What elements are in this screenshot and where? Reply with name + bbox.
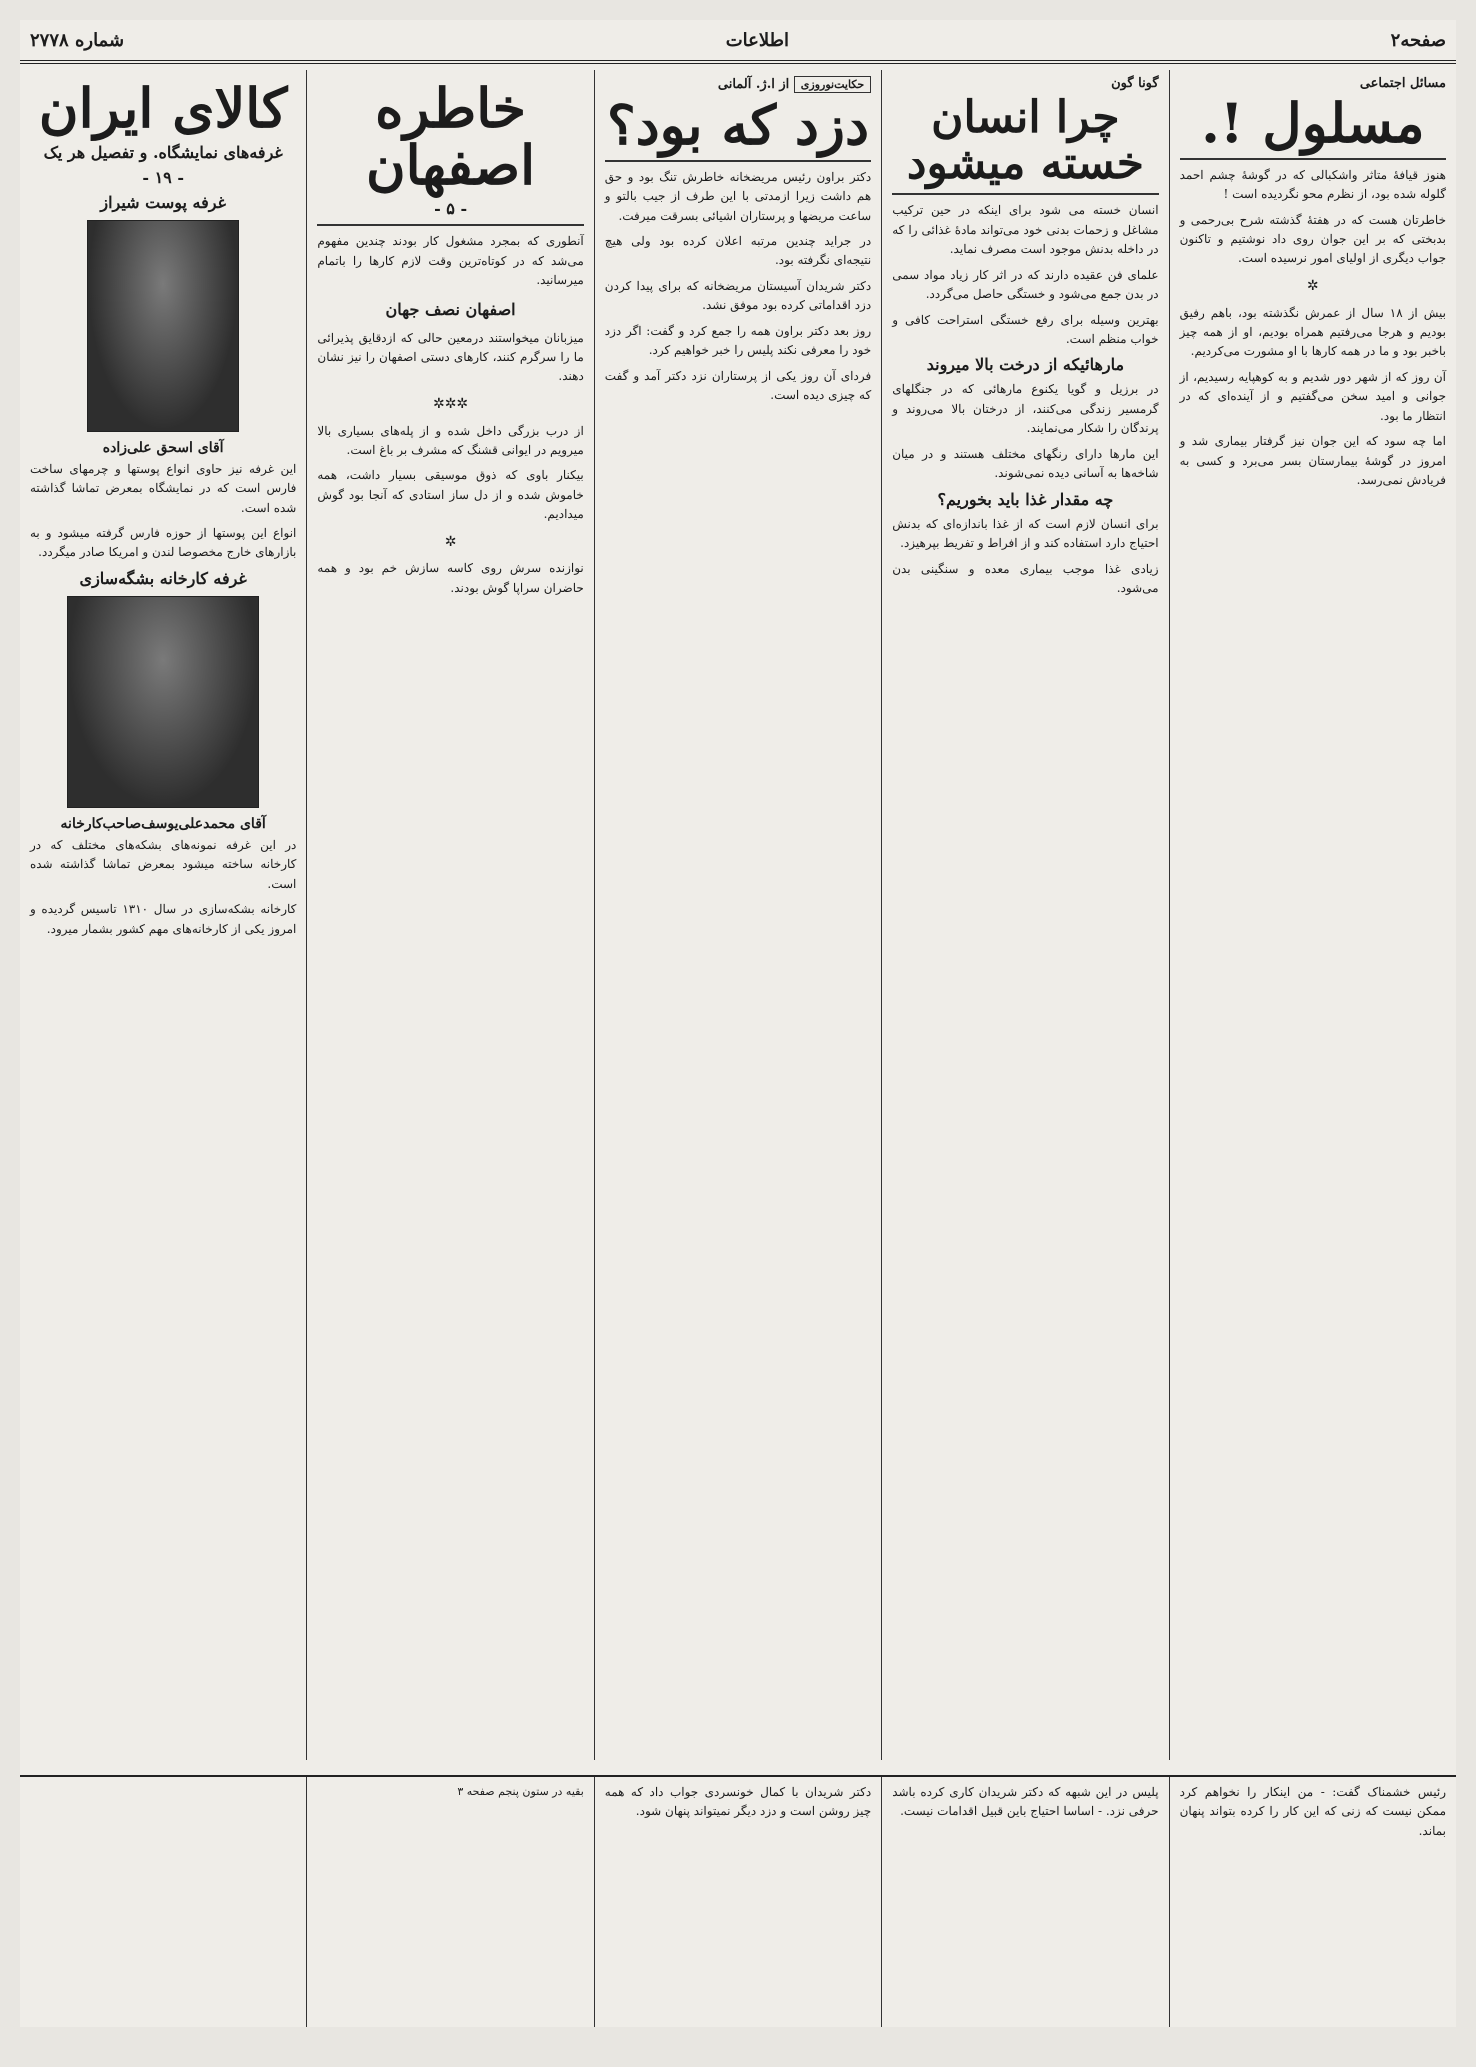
section-leather: غرفه پوست شیراز <box>100 192 226 212</box>
headline-maslul: مسلول !. <box>1201 91 1425 155</box>
subhead-isfahan: اصفهان نصف جهان <box>385 299 516 319</box>
paragraph: در این غرفه نمونه‌های بشکه‌های مختلف که در کارخانه ساخته میشود بمعرض تماشا گذاشته شده است. <box>29 837 297 891</box>
photo-caption: آقای محمدعلی‌یوسف‌صاحب‌کارخانه <box>60 815 266 832</box>
subhead-food: چه مقدار غذا باید بخوریم؟ <box>937 489 1114 509</box>
section-barrel: غرفه کارخانه بشگه‌سازی <box>79 568 247 588</box>
story-tag: حکایت‌نوروزی <box>794 76 871 93</box>
headline-thief: دزد که بود؟ <box>606 93 870 157</box>
paragraph: بیش از ۱۸ سال از عمرش نگذشته بود، باهم رفیق بودیم و هرجا می‌رفتیم همراه بودیم، او از همه چیز باخبر بود و ما در همه کارها با او مشورت می‌کردیم. <box>1179 305 1446 359</box>
strip-column: پلیس در این شبهه که دکتر شریدان کاری کرده باشد حرفی نزد. - اساسا احتیاج باین قبیل اقدامات نیست. <box>881 1777 1168 2027</box>
photo-caption: آقای اسحق علی‌زاده <box>102 439 224 456</box>
paragraph: در برزیل و گویا یکنوع مارهائی که در جنگلهای گرمسیر زندگی می‌کنند، از درختان بالا می‌روند و پرندگان را شکار می‌نمایند. <box>892 382 1159 436</box>
article-body <box>1180 166 1446 491</box>
article-body <box>317 232 583 598</box>
article-body <box>30 836 296 939</box>
column-isfahan <box>306 70 593 1760</box>
column-variety <box>881 70 1168 1760</box>
divider <box>317 224 583 226</box>
paragraph: آنطوری که بمجرد مشغول کار بودند چندین مفهوم می‌شد که در کوتاه‌ترین وقت لازم کارها را باتمام میرسانید. <box>317 234 584 288</box>
paragraph: در جراید چندین مرتبه اعلان کرده بود ولی هیچ نتیجه‌ای نگرفته بود. <box>604 234 872 268</box>
divider <box>1180 158 1446 160</box>
paragraph: انواع این پوستها از حوزه فارس گرفته میشود و به بازارهای خارج مخصوصا لندن و امریکا صادر میگردد. <box>29 526 297 560</box>
divider <box>892 193 1158 195</box>
paragraph: بهترین وسیله برای رفع خستگی استراحت کافی و خواب منظم است. <box>892 312 1159 346</box>
page-label: صفحه۲ <box>1390 29 1446 51</box>
paragraph: بیکنار باوی که ذوق موسیقی بسیار داشت، همه خاموش شده و از دل ساز استادی که آنجا بود گوش میدادیم. <box>317 468 584 522</box>
subhead-booths: غرفه‌های نمایشگاه. و تفصیل هر یک <box>43 142 283 162</box>
column-social <box>1169 70 1456 1760</box>
paragraph: برای انسان لازم است که از غذا باندازه‌ای که بدنش احتیاج دارد استفاده کند و از افراط و تفریط بپرهیزد. <box>892 516 1159 551</box>
paragraph: انسان خسته می شود برای اینکه در حین ترکیب مشاغل و زحمات بدنی خود می‌تواند مادهٔ غذائی را که در داخله بدنش موجود است مصرف نماید. <box>892 203 1159 257</box>
paragraph: روز بعد دکتر براون همه را جمع کرد و گفت: اگر دزد خود را معرفی نکند پلیس را خبر خواهیم کرد. <box>604 323 872 358</box>
paragraph: این مارها دارای رنگهای مختلف هستند و در میان شاخه‌ها به آسانی دیده نمی‌شوند. <box>892 446 1159 481</box>
issue-number: شماره ۲۷۷۸ <box>30 29 125 51</box>
paragraph: زیادی غذا موجب بیماری معده و سنگینی بدن می‌شود. <box>892 561 1159 595</box>
ornament: - ۵ - <box>434 199 468 219</box>
paragraph: نوازنده سرش روی کاسه سازش خم بود و همه حاضران سراپا گوش بودند. <box>317 561 584 595</box>
paragraph: از درب بزرگی داخل شده و از پله‌های بسیاری بالا میرویم در ایوانی قشنگ که مشرف بر باغ است. <box>317 423 584 458</box>
paper-name: اطلاعات <box>725 29 789 51</box>
article-body <box>605 168 871 406</box>
headline-iranian-goods: کالای ایران <box>38 76 288 140</box>
article-body <box>892 515 1158 599</box>
strip-spacer <box>20 1777 306 2027</box>
paragraph: کارخانه بشکه‌سازی در سال ۱۳۱۰ تاسیس گردیده و امروز یکی از کارخانه‌های مهم کشور بشمار میرود. <box>29 902 297 936</box>
strip-column: رئیس خشمناک گفت: - من اینکار را نخواهم کرد ممکن نیست که زنی که این کار را کرده بتواند پنهان بماند. <box>1169 1777 1456 2027</box>
newspaper-page <box>20 20 1456 2027</box>
bottom-strip <box>20 1775 1456 2027</box>
paragraph: این غرفه نیز حاوی انواع پوستها و چرمهای ساخت فارس است که در نمایشگاه بمعرض تماشا گذاشته شده است. <box>29 461 297 515</box>
paragraph: میزبانان میخواستند درمعین حالی که ازدقایق پذیرائی ما را سرگرم کنند، کارهای دستی اصفهان را نیز نشان دهند. <box>317 330 584 384</box>
paragraph: دکتر شریدان آسیستان مریضخانه که برای پیدا کردن دزد اقداماتی کرده بود موفق نشد. <box>604 278 872 313</box>
paragraph: هنوز قیافهٔ متاثر واشکبالی که در گوشهٔ چشم احمد گلوله شده بود، از نظرم محو نگردیده است ! <box>1179 167 1446 202</box>
paragraph: فردای آن روز یکی از پرستاران نزد دکتر آمد و گفت که چیزی دیده است. <box>604 368 872 403</box>
article-body <box>892 380 1158 483</box>
paragraph: دکتر براون رئیس مریضخانه خاطرش تنگ بود و حق هم داشت زیرا ازمدتی با این طرف از جیب بالتو و ساعت مریضها و پرستاران اشیائی بسرقت میرفت. <box>604 169 872 223</box>
subhead-snakes: مارهائیکه از درخت بالا میروند <box>926 355 1125 375</box>
continuation-note: بقیه در ستون پنجم صفحه ۳ <box>306 1777 593 2027</box>
paragraph: خاطرتان هست که در هفتهٔ گذشته شرح بی‌رحمی و بدبختی که بر این جوان روی داد نوشتیم و تاکنون جواب دیگری از اولیای امور نرسیده است. <box>1179 212 1446 266</box>
section-kicker: مسائل اجتماعی <box>1359 76 1446 91</box>
article-body <box>892 201 1158 349</box>
paragraph: آن روز که از شهر دور شدیم و به کوهپایه رسیدیم، از جوانی و امید سخن می‌گفتیم و از آینده‌ای که در انتظار ما بود. <box>1179 369 1446 423</box>
section-kicker: گونا گون <box>1111 76 1159 91</box>
byline: از ا.ژ. آلمانی <box>717 77 790 92</box>
column-iranian-goods <box>20 70 306 2027</box>
divider <box>605 160 871 162</box>
headline-fatigue: چرا انسان خسته میشود <box>906 92 1144 190</box>
paragraph: علمای فن عقیده دارند که در اثر کار زیاد مواد سمی در بدن جمع می‌شود و خستگی حاصل می‌گردد. <box>892 267 1159 302</box>
headline-isfahan: خاطره اصفهان <box>365 76 536 197</box>
strip-column: دکتر شریدان با کمال خونسردی جواب داد که همه چیز روشن است و دزد دیگر نمیتواند پنهان شود. <box>594 1777 881 2027</box>
page-header <box>20 20 1456 64</box>
section-kicker <box>605 76 871 93</box>
portrait-photo <box>87 220 239 432</box>
portrait-photo <box>67 596 259 808</box>
star-ornament: ✲ <box>444 533 457 550</box>
column-story <box>594 70 881 1760</box>
paragraph: اما چه سود که این جوان نیز گرفتار بیماری شد و امروز در گوشهٔ بیمارستان بسر می‌برد و کسی به فریادش نمی‌رسد. <box>1179 434 1446 488</box>
series-number: - ۱۹ - <box>142 167 184 187</box>
star-ornament: ✲✲✲ <box>432 395 469 412</box>
star-ornament: ✲ <box>1306 277 1319 294</box>
article-body <box>30 460 296 563</box>
article-columns <box>20 70 1456 2027</box>
